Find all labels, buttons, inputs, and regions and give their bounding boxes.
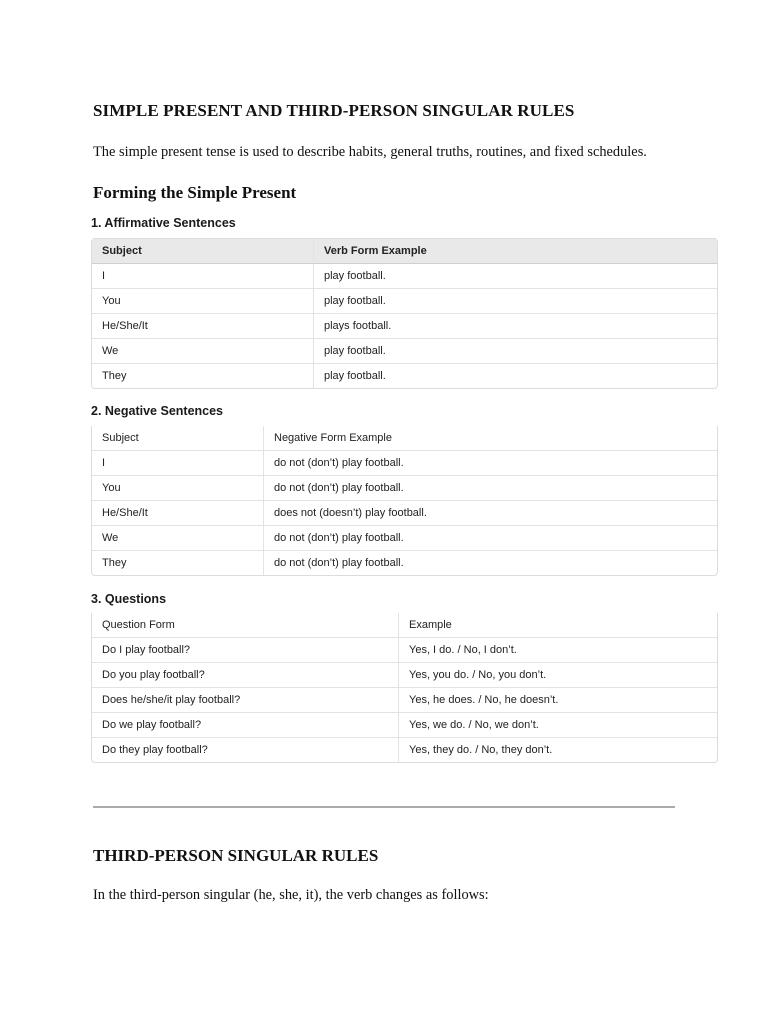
table-row <box>92 713 717 738</box>
affirmative-heading: 1. Affirmative Sentences <box>91 216 236 230</box>
table-row <box>92 551 717 575</box>
table-row <box>92 289 717 314</box>
table-cell: Yes, they do. / No, they don’t. <box>409 744 553 756</box>
section-title-third-person: THIRD-PERSON SINGULAR RULES <box>93 846 379 865</box>
table-cell: Yes, he does. / No, he doesn’t. <box>399 688 717 713</box>
table-cell: I <box>92 451 264 476</box>
intro-paragraph: The simple present tense is used to describe habits, general truths, routines, and fixed schedules. <box>93 144 647 160</box>
table-cell: They <box>92 364 314 388</box>
negative-table <box>91 426 718 576</box>
table-cell: do not (don’t) play football. <box>264 451 717 476</box>
table-row <box>92 314 717 339</box>
table-header-cell: Negative Form Example <box>264 426 717 451</box>
table-row <box>92 663 717 688</box>
table-row <box>92 364 717 388</box>
table-cell: Yes, I do. / No, I don’t. <box>399 638 717 663</box>
table-row <box>92 501 717 526</box>
questions-heading: 3. Questions <box>91 592 167 606</box>
table-row <box>92 638 717 663</box>
table-cell: Do we play football? <box>92 713 399 738</box>
table-cell: They <box>92 551 264 575</box>
table-cell: He/She/It <box>92 501 264 526</box>
table-cell: Yes, we do. / No, we don’t. <box>399 713 717 738</box>
table-cell: do not (don’t) play football. <box>264 526 717 551</box>
table-cell: He/She/It <box>92 314 314 339</box>
table-cell: I <box>92 264 314 289</box>
table-cell: Do I play football? <box>92 638 399 663</box>
table-cell: play football. <box>314 289 717 314</box>
table-row <box>92 339 717 364</box>
table-cell: We <box>92 526 264 551</box>
table-header-cell: Verb Form Example <box>314 239 717 264</box>
table-row <box>92 688 717 713</box>
table-row <box>92 738 717 762</box>
section-title-forming: Forming the Simple Present <box>93 183 297 202</box>
horizontal-divider <box>93 806 675 808</box>
table-row <box>92 476 717 501</box>
table-header-row <box>92 426 717 451</box>
table-cell: do not (don’t) play football. <box>264 476 717 501</box>
table-cell: You <box>92 476 264 501</box>
table-cell: You <box>92 289 314 314</box>
table-cell: Do you play football? <box>92 663 399 688</box>
table-cell: We <box>92 339 314 364</box>
affirmative-table <box>91 238 718 389</box>
table-cell: play football. <box>314 264 717 289</box>
table-header-row <box>92 239 717 264</box>
table-header-row <box>92 613 717 638</box>
table-cell: does not (doesn’t) play football. <box>264 501 717 526</box>
table-header-cell: Subject <box>92 426 264 451</box>
table-header-cell: Question Form <box>92 613 399 638</box>
table-cell: play football. <box>324 370 386 382</box>
questions-table <box>91 613 718 763</box>
negative-heading: 2. Negative Sentences <box>91 404 224 418</box>
table-cell: Yes, you do. / No, you don’t. <box>399 663 717 688</box>
table-cell: plays football. <box>314 314 717 339</box>
table-row <box>92 526 717 551</box>
table-cell: do not (don’t) play football. <box>274 557 404 569</box>
table-cell: play football. <box>314 339 717 364</box>
table-header-cell: Subject <box>92 239 314 264</box>
document-title: SIMPLE PRESENT AND THIRD-PERSON SINGULAR RULES <box>93 101 575 120</box>
table-cell: Does he/she/it play football? <box>92 688 399 713</box>
table-row <box>92 451 717 476</box>
table-cell: Do they play football? <box>92 738 399 762</box>
table-header-cell: Example <box>399 613 717 638</box>
third-person-paragraph: In the third-person singular (he, she, it), the verb changes as follows: <box>93 887 489 903</box>
table-row <box>92 264 717 289</box>
